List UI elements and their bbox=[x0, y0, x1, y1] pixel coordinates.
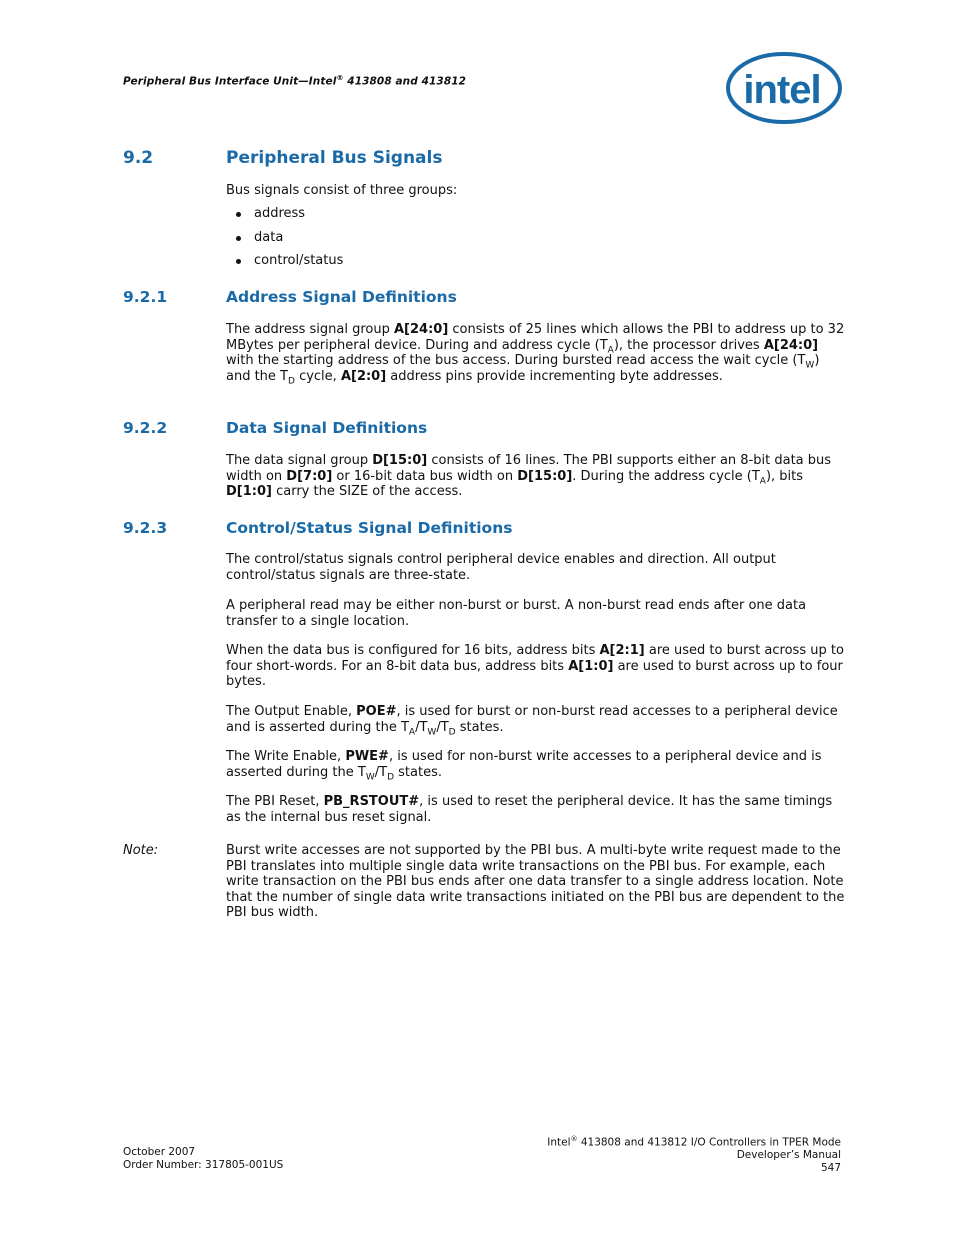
footer-left bbox=[123, 1146, 283, 1171]
footer-order-number: Order Number: 317805-001US bbox=[123, 1158, 284, 1171]
signal-group-list bbox=[226, 205, 343, 276]
section-title: Peripheral Bus Signals bbox=[226, 148, 443, 168]
running-header: Peripheral Bus Interface Unit—Intel® 413808 and 413812 bbox=[123, 74, 467, 88]
write-enable-paragraph: The Write Enable, PWE#, is used for non-burst write accesses to a peripheral device and is asserted during the $T_W/T_D$ states. bbox=[226, 749, 822, 783]
svg-text:intel: intel bbox=[743, 68, 821, 112]
note-text: Burst write accesses are not supported by the PBI bus. A multi-byte write request made to the PBI translates into multiple single data write transactions on the PBI bus. For example, each write transaction on the PBI bus ends after one data transfer to a single address location. Note that the number of single data write transactions initiated on the PBI bus are dependent to the PBI bus width. bbox=[226, 843, 845, 920]
footer-right bbox=[547, 1133, 841, 1174]
section-heading-9-2-2 bbox=[123, 419, 863, 443]
footer-date: October 2007 bbox=[123, 1146, 196, 1158]
list-item: control/status bbox=[226, 252, 343, 276]
page-number: 547 bbox=[820, 1161, 841, 1174]
section-number: 9.2 bbox=[123, 148, 154, 168]
section-number: 9.2.2 bbox=[123, 419, 168, 437]
section-title: Data Signal Definitions bbox=[226, 419, 428, 437]
section-number: 9.2.3 bbox=[123, 519, 168, 537]
note-label: Note: bbox=[123, 843, 159, 858]
section-number: 9.2.1 bbox=[123, 288, 168, 306]
list-item: address bbox=[226, 205, 343, 229]
section-intro: Bus signals consist of three groups: bbox=[226, 183, 458, 198]
burst-paragraph: When the data bus is configured for 16 bits, address bits A[2:1] are used to burst across up to four short-words. For an 8-bit data bus, address bits A[1:0] are used to burst across up to four bytes. bbox=[226, 643, 844, 689]
footer-doc-title: Intel® 413808 and 413812 I/O Controllers in TPER Mode bbox=[547, 1135, 841, 1149]
reset-paragraph: The PBI Reset, PB_RSTOUT#, is used to reset the peripheral device. It has the same timings as the internal bus reset signal. bbox=[226, 794, 833, 825]
section-title: Control/Status Signal Definitions bbox=[226, 519, 513, 537]
list-item: data bbox=[226, 229, 343, 253]
footer-doc-type: Developer’s Manual bbox=[736, 1149, 841, 1161]
section-heading-9-2-1 bbox=[123, 288, 863, 312]
section-heading-9-2-3 bbox=[123, 519, 863, 543]
control-status-paragraph: The control/status signals control peripheral device enables and direction. All output control/status signals are three-state. bbox=[226, 552, 776, 583]
output-enable-paragraph: The Output Enable, POE#, is used for burst or non-burst read accesses to a peripheral device and is asserted during the $T_A/T_W/T_D$ states. bbox=[226, 704, 838, 738]
section-heading-9-2 bbox=[123, 148, 863, 172]
section-title: Address Signal Definitions bbox=[226, 288, 457, 306]
data-paragraph: The data signal group D[15:0] consists of 16 lines. The PBI supports either an 8-bit data bus width on D[7:0] or 16-bit data bus width on D[15:0]. During the address cycle $(T_A)$, bits D[1:0] carry the SIZE of the access. bbox=[226, 453, 832, 499]
peripheral-read-paragraph: A peripheral read may be either non-burst or burst. A non-burst read ends after one data transfer to a single location. bbox=[226, 598, 807, 629]
intel-logo bbox=[725, 50, 843, 128]
address-paragraph: The address signal group A[24:0] consists of 25 lines which allows the PBI to address up to 32 MBytes per peripheral device. During and address cycle $(T_A)$, the processor drives A[24:0] with the starting address of the bus access. During bursted read access the wait cycle $(T_W)$ and the $T_D$ cycle, A[2:0] address pins provide incrementing byte addresses. bbox=[226, 322, 845, 387]
